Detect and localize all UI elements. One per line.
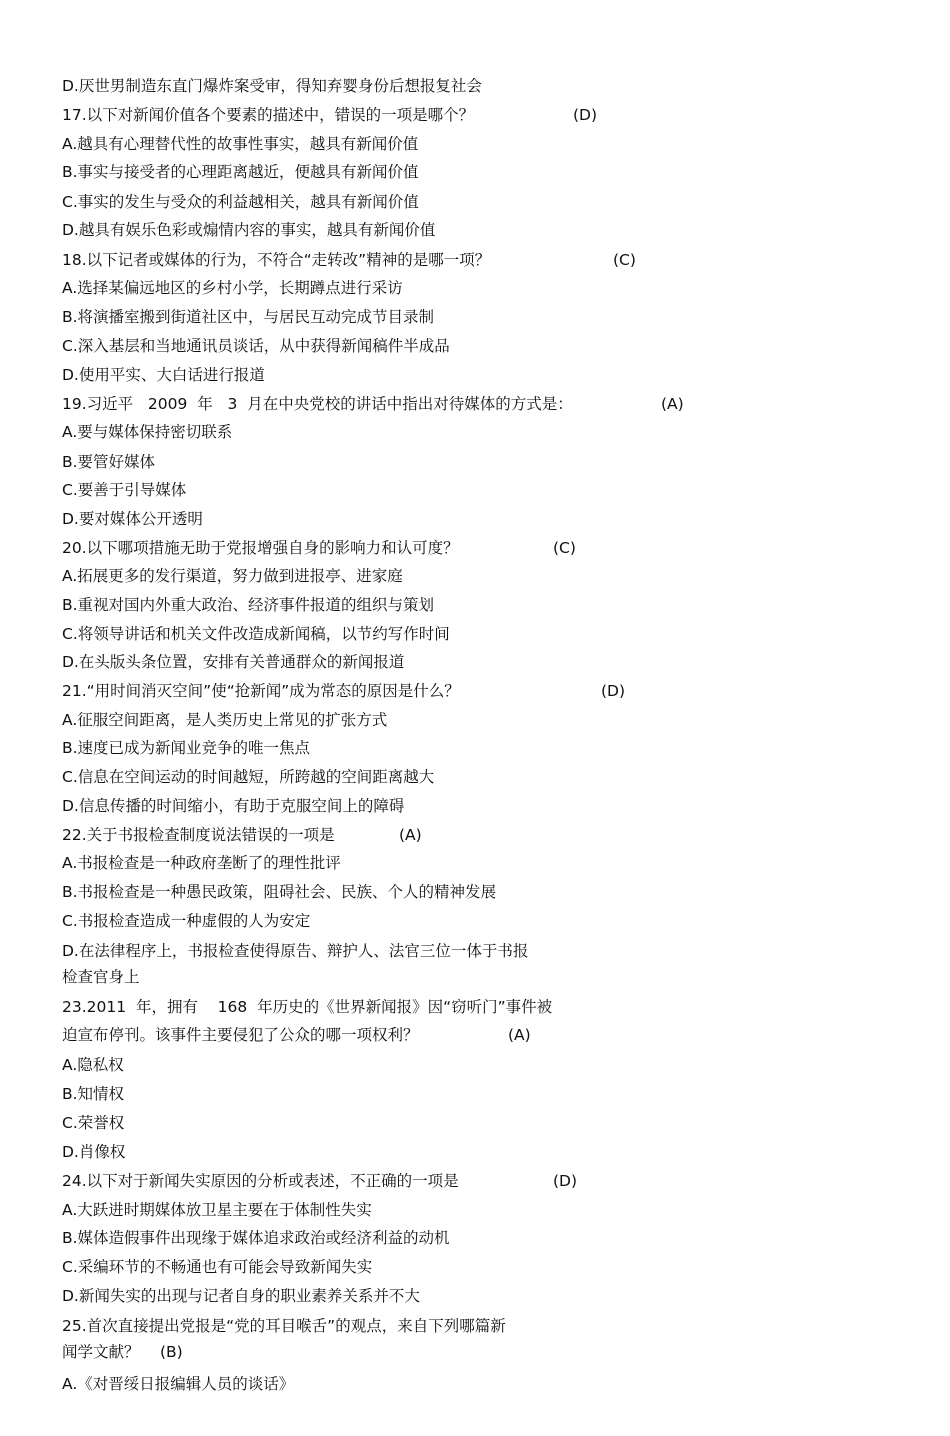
answer-key: (A): [661, 395, 684, 413]
text-line: B.速度已成为新闻业竞争的唯一焦点: [62, 739, 311, 757]
text-line: B.媒体造假事件出现缘于媒体追求政治或经济利益的动机: [62, 1229, 450, 1247]
text-line: 迫宣布停刊。该事件主要侵犯了公众的哪一项权利？: [62, 1026, 419, 1044]
text-line: 25.首次直接提出党报是“党的耳目喉舌”的观点，来自下列哪篇新: [62, 1317, 506, 1335]
text-line: C.信息在空间运动的时间越短，所跨越的空间距离越大: [62, 768, 435, 786]
answer-key: (A): [508, 1026, 531, 1044]
text-line: C.采编环节的不畅通也有可能会导致新闻失实: [62, 1258, 373, 1276]
text-line: A.隐私权: [62, 1056, 124, 1074]
text-line: C.要善于引导媒体: [62, 481, 187, 499]
answer-key: (B): [160, 1343, 183, 1361]
answer-key: (C): [613, 251, 636, 269]
text-line: B.知情权: [62, 1085, 125, 1103]
answer-key: (A): [399, 826, 422, 844]
text-line: A.大跃进时期媒体放卫星主要在于体制性失实: [62, 1201, 372, 1219]
text-line: 18.以下记者或媒体的行为，不符合“走转改”精神的是哪一项？: [62, 251, 491, 269]
text-line: B.将演播室搬到街道社区中，与居民互动完成节目录制: [62, 308, 435, 326]
text-line: C.事实的发生与受众的利益越相关，越具有新闻价值: [62, 193, 419, 211]
text-line: A.越具有心理替代性的故事性事实，越具有新闻价值: [62, 135, 419, 153]
text-line: D.肖像权: [62, 1143, 126, 1161]
text-line: A.拓展更多的发行渠道，努力做到进报亭、进家庭: [62, 567, 403, 585]
text-line: D.使用平实、大白话进行报道: [62, 366, 265, 384]
text-line: A.选择某偏远地区的乡村小学，长期蹲点进行采访: [62, 279, 403, 297]
text-line: A.要与媒体保持密切联系: [62, 423, 233, 441]
text-line: D.新闻失实的出现与记者自身的职业素养关系并不大: [62, 1287, 420, 1305]
text-line: B.要管好媒体: [62, 453, 156, 471]
answer-key: (D): [601, 682, 626, 700]
text-line: A.《对晋绥日报编辑人员的谈话》: [62, 1375, 295, 1393]
text-line: C.荣誉权: [62, 1114, 125, 1132]
text-line: B.书报检查是一种愚民政策，阻碍社会、民族、个人的精神发展: [62, 883, 497, 901]
text-line: 检查官身上: [62, 968, 140, 986]
text-line: A.书报检查是一种政府垄断了的理性批评: [62, 854, 341, 872]
text-line: C.书报检查造成一种虚假的人为安定: [62, 912, 311, 930]
text-line: C.将领导讲话和机关文件改造成新闻稿，以节约写作时间: [62, 625, 450, 643]
text-line: A.征服空间距离，是人类历史上常见的扩张方式: [62, 711, 388, 729]
text-line: 17.以下对新闻价值各个要素的描述中，错误的一项是哪个？: [62, 106, 475, 124]
text-line: 闻学文献？: [62, 1343, 140, 1361]
text-line: D.信息传播的时间缩小，有助于克服空间上的障碍: [62, 797, 405, 815]
text-line: D.越具有娱乐色彩或煽情内容的事实，越具有新闻价值: [62, 221, 436, 239]
answer-key: (C): [553, 539, 576, 557]
text-line: 20.以下哪项措施无助于党报增强自身的影响力和认可度？: [62, 539, 459, 557]
text-line: B.事实与接受者的心理距离越近，便越具有新闻价值: [62, 163, 419, 181]
text-line: 22.关于书报检查制度说法错误的一项是: [62, 826, 335, 844]
answer-key: (D): [573, 106, 598, 124]
text-line: D.要对媒体公开透明: [62, 510, 203, 528]
text-line: D.在头版头条位置，安排有关普通群众的新闻报道: [62, 653, 405, 671]
text-line: 23.2011 年，拥有 168 年历史的《世界新闻报》因“窃听门”事件被: [62, 998, 553, 1016]
answer-key: (D): [553, 1172, 578, 1190]
text-line: D.在法律程序上，书报检查使得原告、辩护人、法官三位一体于书报: [62, 942, 529, 960]
text-line: D.厌世男制造东直门爆炸案受审，得知弃婴身份后想报复社会: [62, 77, 482, 95]
text-line: 24.以下对于新闻失实原因的分析或表述，不正确的一项是: [62, 1172, 459, 1190]
text-line: 19.习近平 2009 年 3 月在中央党校的讲话中指出对待媒体的方式是：: [62, 395, 573, 413]
text-line: C.深入基层和当地通讯员谈话，从中获得新闻稿件半成品: [62, 337, 450, 355]
text-line: B.重视对国内外重大政治、经济事件报道的组织与策划: [62, 596, 435, 614]
text-line: 21.“用时间消灭空间”使“抢新闻”成为常态的原因是什么？: [62, 682, 460, 700]
